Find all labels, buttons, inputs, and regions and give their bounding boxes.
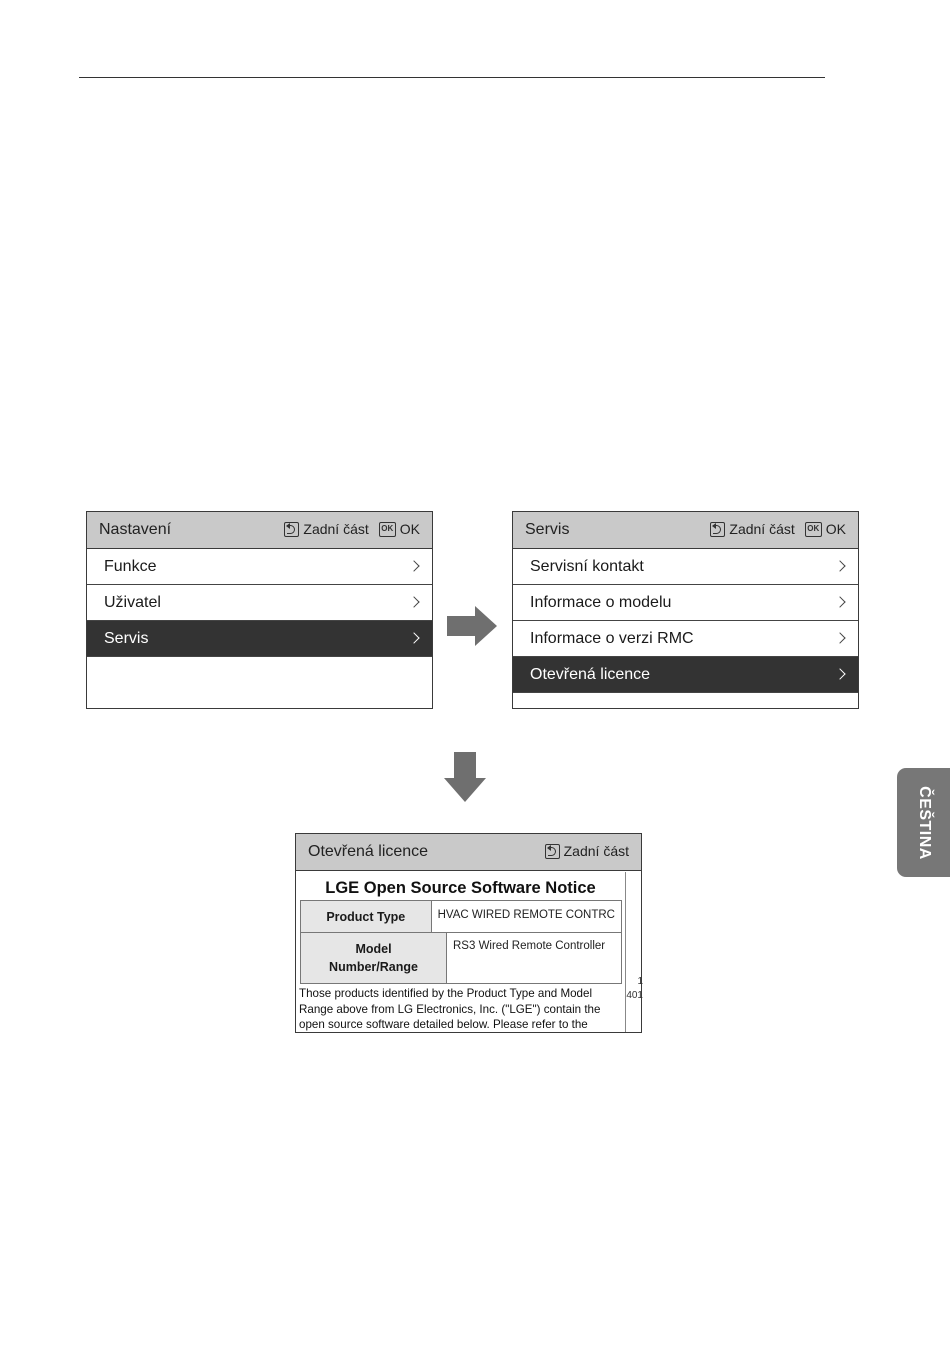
menu-item-label: Servis: [104, 630, 149, 647]
ok-label[interactable]: OK: [825, 521, 846, 537]
service-screen: [512, 511, 859, 709]
chevron-right-icon: [834, 668, 845, 679]
header-controls: [710, 521, 846, 537]
ok-icon[interactable]: OK: [379, 522, 396, 537]
license-heading: LGE Open Source Software Notice: [325, 879, 596, 897]
ok-label[interactable]: OK: [399, 521, 420, 537]
settings-title: Nastavení: [99, 521, 172, 538]
license-scrollbar[interactable]: [625, 872, 641, 1032]
menu-item-uzivatel[interactable]: [87, 585, 432, 621]
page-total: 401: [626, 990, 643, 1001]
menu-item-label: Informace o modelu: [530, 594, 672, 611]
menu-item-label: Funkce: [104, 558, 157, 575]
back-label[interactable]: Zadní část: [729, 521, 795, 537]
language-tab-label: ČEŠTINA: [915, 785, 933, 860]
back-icon[interactable]: [284, 522, 299, 537]
license-text-line: Range above from LG Electronics, Inc. ("LGE") contain the: [299, 1002, 601, 1016]
menu-item-label: Informace o verzi RMC: [530, 630, 694, 647]
chevron-right-icon: [834, 632, 845, 643]
license-text-line: Those products identified by the Product Type and Model: [299, 987, 593, 1000]
menu-item-service-contact[interactable]: [513, 549, 858, 585]
product-type-value: HVAC WIRED REMOTE CONTRC: [437, 909, 615, 921]
settings-header: [87, 512, 432, 549]
arrow-right-icon: [447, 606, 497, 646]
license-text: [299, 986, 625, 1033]
menu-item-open-license[interactable]: [513, 657, 858, 693]
menu-item-servis[interactable]: [87, 621, 432, 657]
license-header: [296, 834, 641, 871]
back-icon[interactable]: [545, 844, 560, 859]
back-label[interactable]: Zadní část: [563, 843, 629, 859]
chevron-right-icon: [834, 560, 845, 571]
license-text-line: open source software detailed below. Please refer to the: [299, 1018, 588, 1031]
page-current: 1: [637, 976, 643, 987]
chevron-right-icon: [408, 560, 419, 571]
service-header: [513, 512, 858, 549]
model-number-value: RS3 Wired Remote Controller: [453, 940, 606, 952]
back-icon[interactable]: [710, 522, 725, 537]
menu-item-label: Otevřená licence: [530, 666, 651, 683]
menu-item-label: Servisní kontakt: [530, 558, 644, 575]
menu-item-model-info[interactable]: [513, 585, 858, 621]
chevron-right-icon: [408, 596, 419, 607]
service-title: Servis: [525, 521, 570, 538]
product-type-key: Product Type: [301, 901, 432, 932]
chevron-right-icon: [408, 632, 419, 643]
table-row: [301, 933, 621, 983]
top-rule: [79, 77, 825, 78]
page-indicator: [626, 975, 643, 1003]
license-content: [296, 872, 625, 1032]
header-controls: [545, 843, 629, 859]
menu-item-rmc-version[interactable]: [513, 621, 858, 657]
license-title: Otevřená licence: [308, 843, 429, 860]
header-controls: [284, 521, 420, 537]
open-license-screen: [295, 833, 642, 1033]
back-label[interactable]: Zadní část: [303, 521, 369, 537]
model-number-key: Model Number/Range: [301, 933, 447, 983]
chevron-right-icon: [834, 596, 845, 607]
license-info-table: [300, 900, 622, 984]
arrow-down-icon: [444, 752, 486, 802]
settings-screen: [86, 511, 433, 709]
table-row: [301, 901, 621, 933]
ok-icon[interactable]: OK: [805, 522, 822, 537]
menu-item-label: Uživatel: [104, 594, 161, 611]
menu-item-funkce[interactable]: [87, 549, 432, 585]
language-tab: [897, 768, 950, 877]
